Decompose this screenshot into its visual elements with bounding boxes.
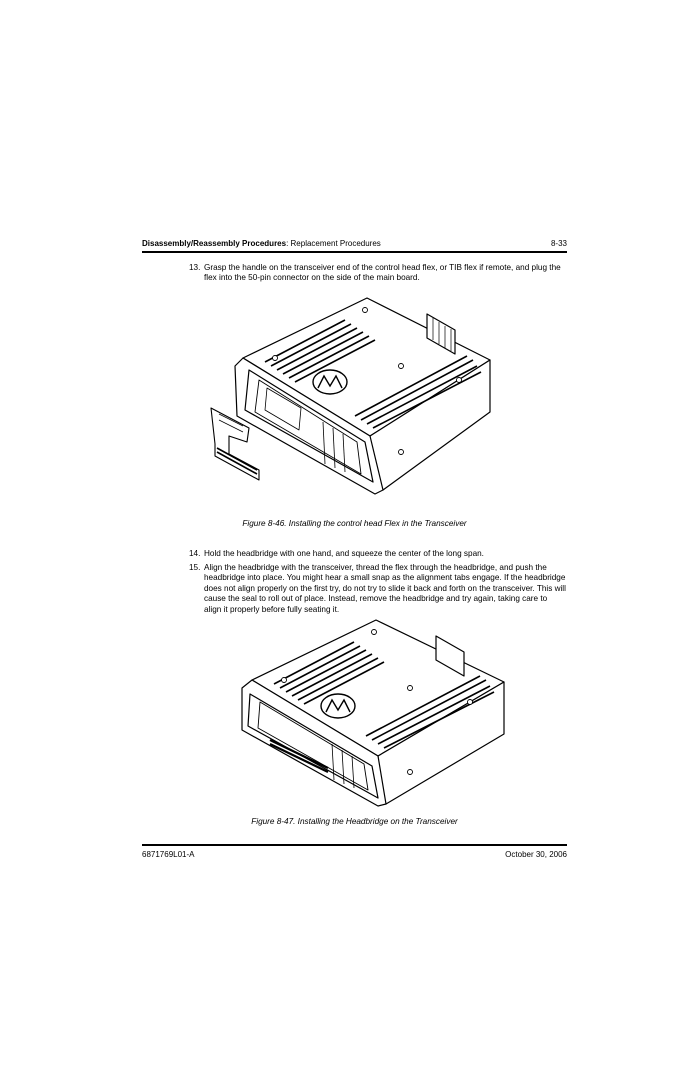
page-number: 8-33 <box>550 239 567 248</box>
document-number: 6871769L01-A <box>142 850 195 859</box>
step-number: 13. <box>189 263 201 272</box>
step-text: Grasp the handle on the transceiver end of the control head flex, or TIB flex if remote, and plug the flex into the 50-pin connector on the side of the main board. <box>204 263 561 283</box>
header-section-bold: Disassembly/Reassembly Procedures <box>142 239 287 248</box>
figure-8-46-caption: Figure 8-46. Installing the control head Flex in the Transceiver <box>242 519 467 528</box>
running-footer <box>142 850 567 859</box>
figure-8-46-transceiver-flex-illustration <box>205 296 505 506</box>
running-header <box>142 238 567 252</box>
publication-date: October 30, 2006 <box>505 850 567 859</box>
step-number: 14. <box>189 549 201 558</box>
header-divider <box>142 251 567 253</box>
step-number: 15. <box>189 563 201 572</box>
header-section-title <box>142 239 381 248</box>
step-text: Hold the headbridge with one hand, and squeeze the center of the long span. <box>204 549 484 558</box>
step-text: Align the headbridge with the transceiver, thread the flex through the headbridge, and push the headbridge into place. You might hear a small snap as the alignment tabs engage. If the headbridge does not align properly on the first try, do not try to slide it back and forth on the transceiver. This will cause the seal to roll out of place. Instead, remove the headbridge and try again, taking care to align it properly before fully seating it. <box>204 563 566 614</box>
header-section-rest: : Replacement Procedures <box>286 239 381 248</box>
footer-divider <box>142 844 567 846</box>
figure-8-47-caption: Figure 8-47. Installing the Headbridge on the Transceiver <box>251 817 458 826</box>
figure-8-47-headbridge-illustration <box>232 618 522 808</box>
